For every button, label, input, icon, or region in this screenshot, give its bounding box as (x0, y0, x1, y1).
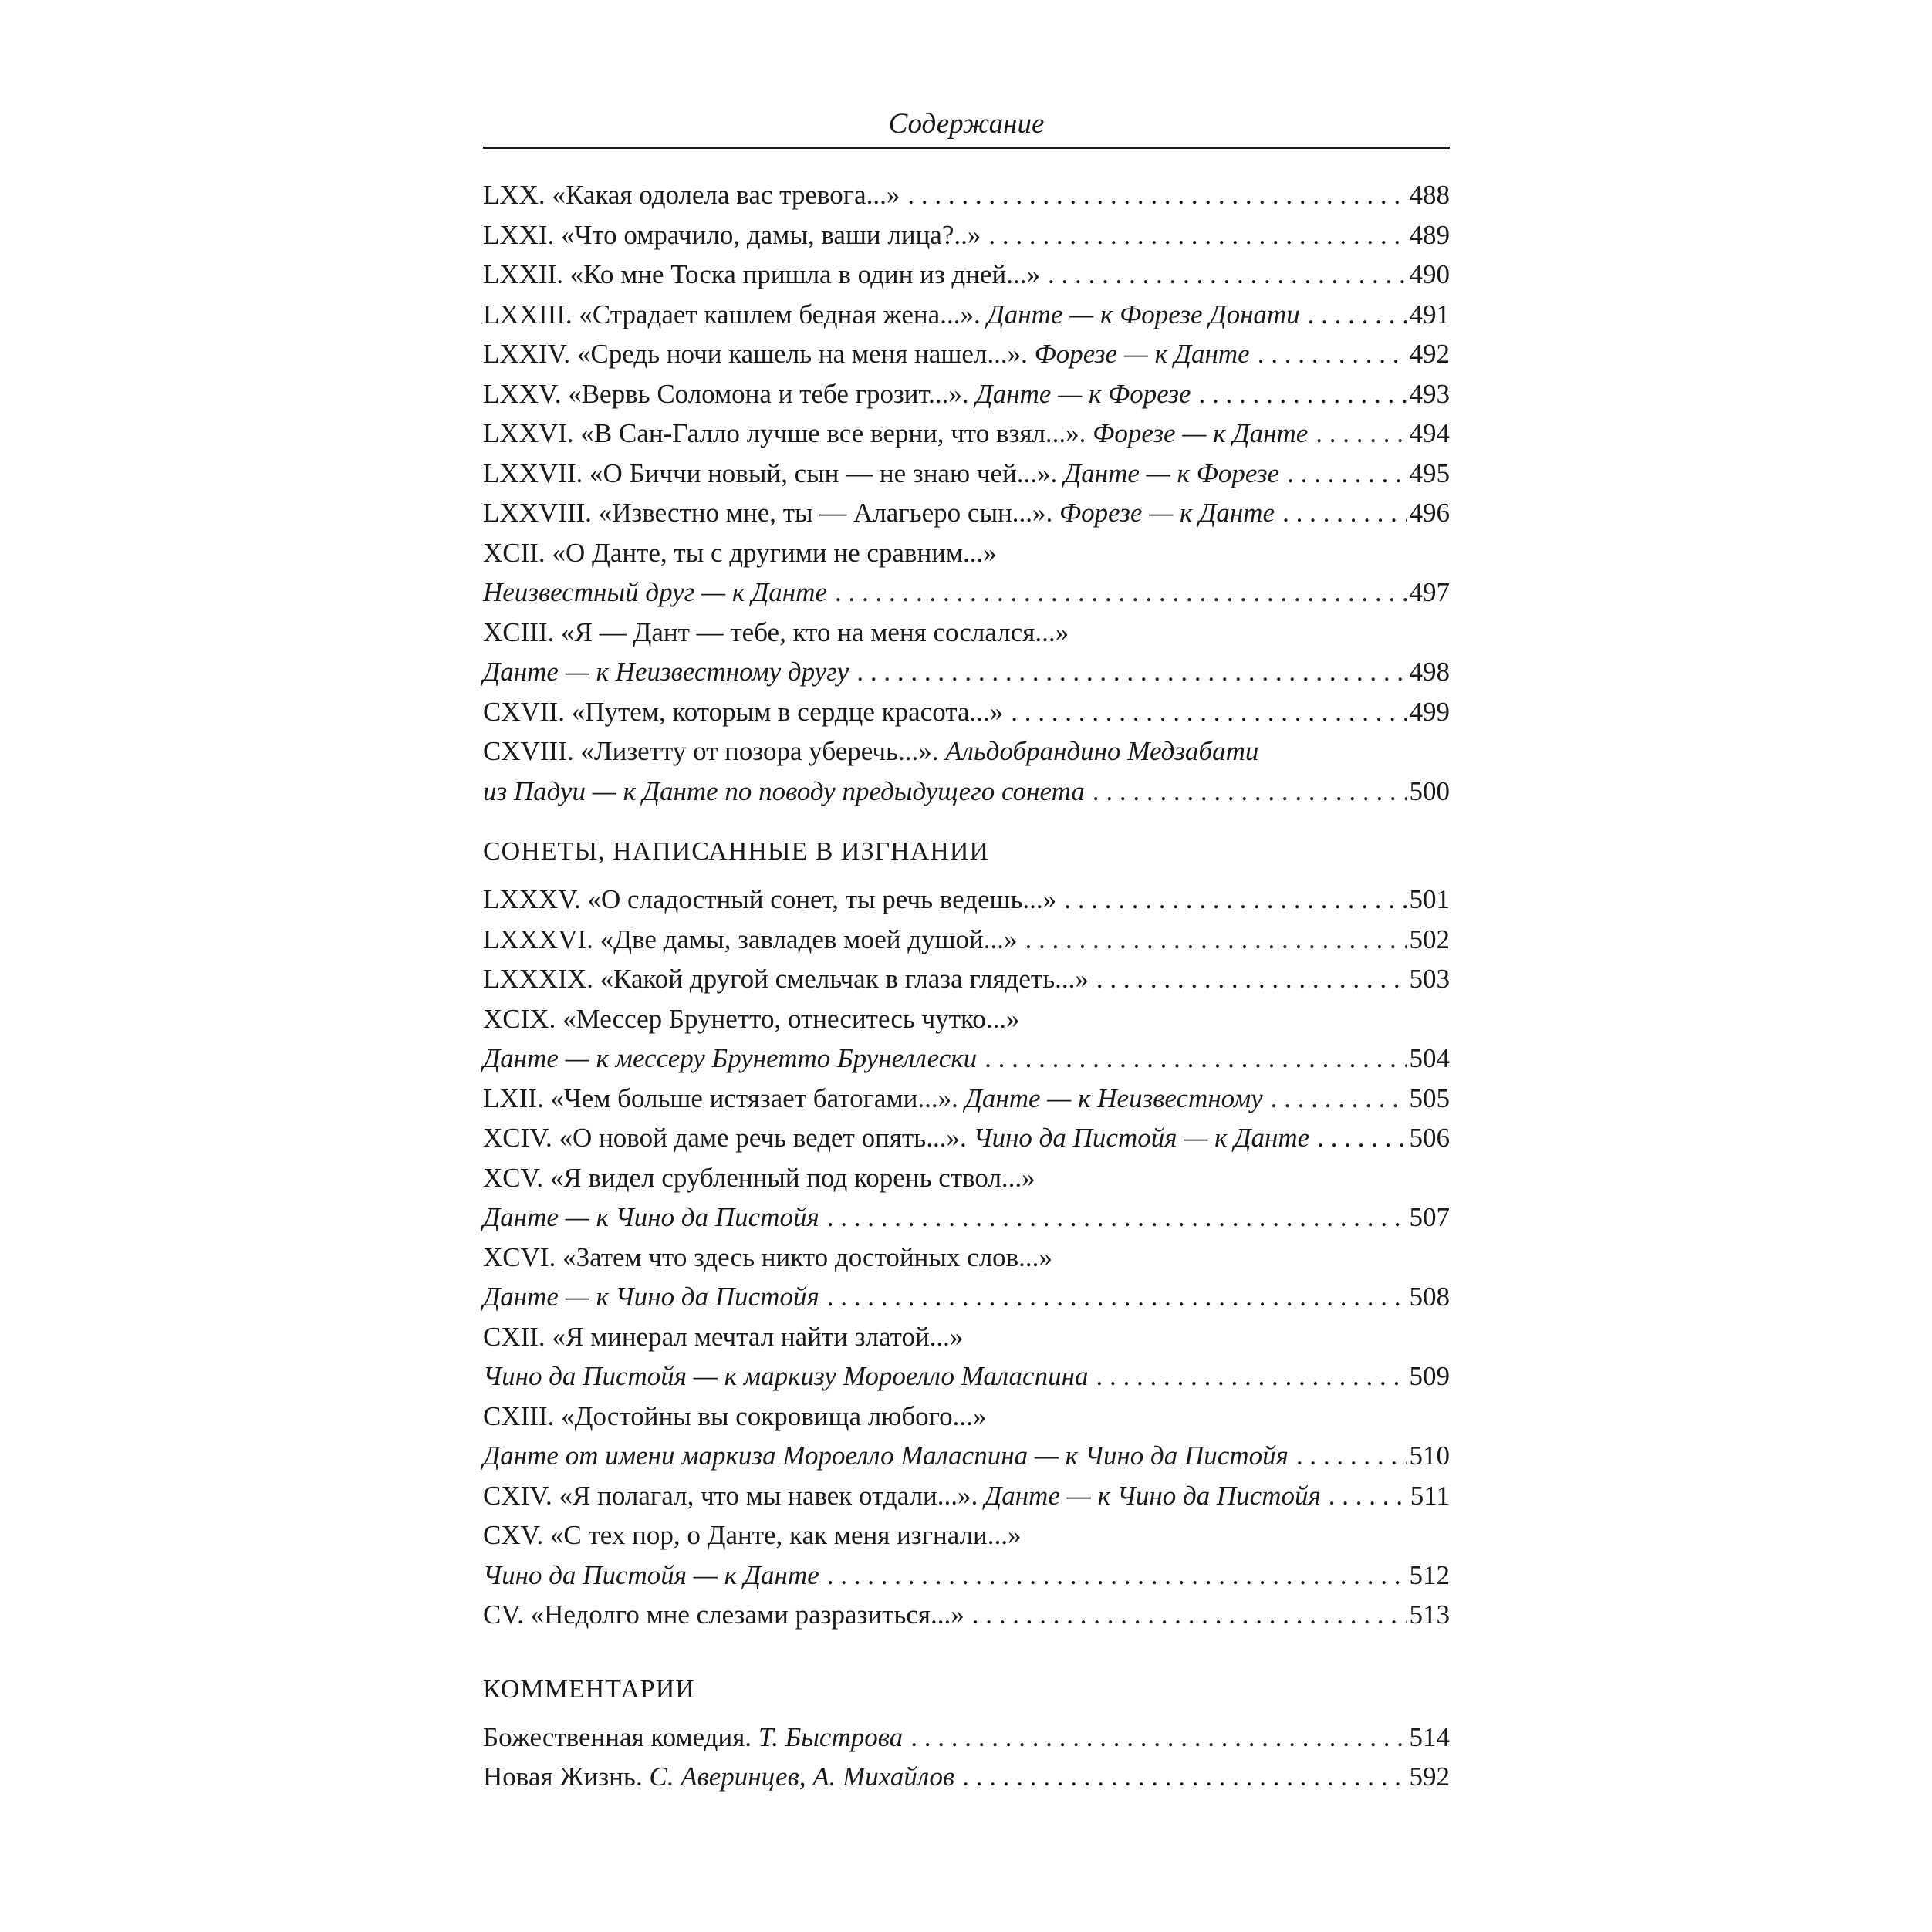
entry-row (483, 1118, 1450, 1158)
entry-number: CXVII. (483, 696, 565, 727)
dot-leader (1199, 374, 1407, 414)
page-number: 505 (1409, 1083, 1450, 1113)
entry-line (483, 533, 1450, 573)
entry-title: «Я — Дант — тебе, кто на меня сослался...» (561, 616, 1069, 647)
entry-number: LXXXV. (483, 884, 581, 914)
dot-leader (1096, 1356, 1406, 1397)
dot-leader (1064, 880, 1406, 920)
toc-page (483, 104, 1450, 1797)
page-number: 496 (1409, 498, 1450, 528)
toc-entry[interactable] (483, 493, 1450, 533)
entry-attribution: Чино да Пистойя — к Данте (483, 1559, 819, 1590)
toc-entry[interactable] (483, 255, 1450, 295)
entry-title: «Чем больше истязает батогами...». (550, 1083, 958, 1113)
section-heading-commentary: КОММЕНТАРИИ (483, 1674, 695, 1704)
page-number: 503 (1409, 964, 1450, 994)
entry-title: «Недолго мне слезами разразиться...» (530, 1599, 964, 1630)
entry-number: LXXVIII. (483, 498, 592, 528)
entry-row (483, 1356, 1450, 1397)
page-number: 498 (1409, 657, 1450, 687)
entry-number: XCV. (483, 1162, 544, 1193)
entry-attribution: Альдобрандино Медзабати (945, 736, 1259, 766)
entry-title: «Страдает кашлем бедная жена...». (579, 299, 981, 329)
entry-row (483, 1718, 1450, 1758)
entry-title: Божественная комедия. (483, 1721, 752, 1752)
page-number: 488 (1409, 180, 1450, 210)
entry-attribution: Данте — к Неизвестному другу (483, 657, 849, 687)
toc-entry[interactable] (483, 1718, 1450, 1758)
entry-title: «Я видел срубленный под корень ствол...» (549, 1162, 1035, 1193)
toc-entry[interactable] (483, 1118, 1450, 1158)
entry-text (483, 1118, 1309, 1158)
entry-number: LXXIV. (483, 339, 571, 369)
page-number: 512 (1409, 1559, 1450, 1590)
entry-title: «Две дамы, завладев моей душой...» (600, 924, 1018, 954)
entry-text (483, 1757, 954, 1797)
entry-text (483, 652, 849, 692)
entry-attribution: Форезе — к Данте (1093, 418, 1309, 448)
dot-leader (1287, 454, 1406, 494)
entry-attribution: Данте — к Форезе (1063, 458, 1280, 488)
entry-number: LXXVI. (483, 418, 574, 448)
entry-row (483, 880, 1450, 920)
entry-row (483, 573, 1450, 613)
page-number: 489 (1409, 219, 1450, 250)
entry-line (483, 1158, 1450, 1198)
entry-number: XCVI. (483, 1241, 556, 1272)
dot-leader (1011, 692, 1406, 732)
entry-row (483, 1555, 1450, 1596)
toc-group-3 (483, 1718, 1450, 1797)
entry-row (483, 920, 1450, 960)
dot-leader (835, 573, 1407, 613)
entry-text (483, 1555, 819, 1596)
entry-text (483, 1436, 1289, 1476)
page-number: 493 (1409, 378, 1450, 409)
dot-leader (1317, 1118, 1406, 1158)
toc-entry[interactable] (483, 920, 1450, 960)
entry-title: «С тех пор, о Данте, как меня изгнали...» (549, 1520, 1022, 1550)
entry-text (483, 1476, 1321, 1516)
toc-entry[interactable] (483, 692, 1450, 732)
entry-text (483, 414, 1308, 454)
entry-text (483, 772, 1085, 812)
entry-row (483, 1436, 1450, 1476)
toc-entry[interactable] (483, 454, 1450, 494)
entry-text (483, 493, 1275, 533)
entry-row (483, 1476, 1450, 1516)
entry-row (483, 454, 1450, 494)
entry-text (483, 573, 827, 613)
entry-title: «Достойны вы сокровища любого...» (561, 1400, 987, 1431)
entry-attribution: Форезе — к Данте (1034, 339, 1250, 369)
entry-title: «О Биччи новый, сын — не знаю чей...». (589, 458, 1058, 488)
toc-group-1 (483, 175, 1450, 811)
entry-title: «Известно мне, ты — Алагьеро сын...». (598, 498, 1053, 528)
page-number: 509 (1409, 1361, 1450, 1391)
entry-title: Новая Жизнь. (483, 1761, 643, 1792)
entry-attribution: Данте — к Чино да Пистойя (483, 1202, 819, 1232)
entry-number: LXXIII. (483, 299, 573, 329)
entry-text (483, 374, 1191, 414)
entry-row (483, 215, 1450, 255)
entry-number: LXII. (483, 1083, 544, 1113)
entry-attribution: Неизвестный друг — к Данте (483, 577, 827, 607)
page-number: 511 (1410, 1480, 1450, 1511)
entry-number: XCII. (483, 537, 545, 568)
toc-entry[interactable] (483, 1757, 1450, 1797)
dot-leader (1096, 959, 1407, 999)
entry-attribution: Чино да Пистойя — к маркизу Мороелло Маласпина (483, 1361, 1089, 1391)
toc-entry[interactable] (483, 999, 1450, 1079)
entry-attribution: Данте — к Чино да Пистойя (483, 1282, 819, 1312)
entry-number: LXXVII. (483, 458, 583, 488)
entry-line (483, 1515, 1450, 1555)
entry-title: «О Данте, ты с другими не сравним...» (552, 537, 997, 568)
entry-line (483, 999, 1450, 1039)
entry-text (483, 215, 981, 255)
page-number: 494 (1409, 418, 1450, 448)
entry-row (483, 959, 1450, 999)
entry-row (483, 334, 1450, 374)
entry-title: «О новой даме речь ведет опять...». (559, 1123, 967, 1153)
toc-entry[interactable] (483, 1515, 1450, 1595)
toc-entry[interactable] (483, 880, 1450, 920)
entry-line (483, 613, 1450, 653)
dot-leader (1271, 1079, 1407, 1119)
section-heading-exile: СОНЕТЫ, НАПИСАННЫЕ В ИЗГНАНИИ (483, 837, 989, 866)
entry-title: «Средь ночи кашель на меня нашел...». (576, 339, 1028, 369)
page-number: 491 (1409, 299, 1450, 329)
toc-entry[interactable] (483, 959, 1450, 999)
entry-row (483, 692, 1450, 732)
page-number: 502 (1409, 924, 1450, 954)
entry-attribution: Данте — к Форезе Донати (987, 299, 1300, 329)
dot-leader (1282, 493, 1406, 533)
toc-entry[interactable] (483, 1595, 1450, 1635)
entry-text (483, 1277, 819, 1317)
entry-text (483, 1356, 1088, 1397)
entry-title: «Путем, которым в сердце красота...» (571, 696, 1004, 727)
entry-number: CXIII. (483, 1400, 555, 1431)
entry-number: CXV. (483, 1520, 544, 1550)
dot-leader (827, 1277, 1407, 1317)
entry-number: XCIII. (483, 616, 555, 647)
entry-text (483, 1079, 1263, 1119)
page-number: 492 (1409, 339, 1450, 369)
toc-entry[interactable] (483, 1397, 1450, 1476)
entry-row (483, 1039, 1450, 1079)
entry-title: «Какой другой смельчак в глаза глядеть...» (600, 964, 1089, 994)
entry-row (483, 772, 1450, 812)
entry-text (483, 1197, 819, 1238)
entry-attribution: Данте — к мессеру Брунетто Брунеллески (483, 1043, 978, 1073)
entry-title: «О сладостный сонет, ты речь ведешь...» (587, 884, 1057, 914)
dot-leader (988, 215, 1406, 255)
entry-number: XCIV. (483, 1123, 552, 1153)
page-number: 499 (1409, 696, 1450, 727)
entry-text (483, 880, 1056, 920)
entry-number: LXXXIX. (483, 964, 593, 994)
dot-leader (962, 1757, 1406, 1797)
toc-entry[interactable] (483, 334, 1450, 374)
toc-entry[interactable] (483, 175, 1450, 215)
toc-entry[interactable] (483, 533, 1450, 613)
dot-leader (827, 1197, 1407, 1238)
entry-row (483, 652, 1450, 692)
entry-text (483, 1595, 964, 1635)
dot-leader (1258, 334, 1407, 374)
entry-text (483, 334, 1250, 374)
entry-number: LXXV. (483, 378, 562, 409)
entry-number: LXX. (483, 180, 545, 210)
entry-attribution: Данте — к Неизвестному (964, 1083, 1263, 1113)
page-number: 504 (1409, 1043, 1450, 1073)
entry-title: «Я минерал мечтал найти златой...» (552, 1321, 964, 1352)
toc-entry[interactable] (483, 731, 1450, 811)
page-number: 497 (1409, 577, 1450, 607)
entry-number: LXXXVI. (483, 924, 593, 954)
page-number: 507 (1409, 1202, 1450, 1232)
entry-number: CV. (483, 1599, 524, 1630)
entry-title: «Мессер Брунетто, отнеситесь чутко...» (562, 1003, 1020, 1034)
entry-attribution: из Падуи — к Данте по поводу предыдущего сонета (483, 775, 1085, 806)
entry-title: «Какая одолела вас тревога...» (552, 180, 900, 210)
entry-title: «В Сан-Галло лучше все верни, что взял...». (580, 418, 1086, 448)
entry-number: CXIV. (483, 1480, 552, 1511)
dot-leader (910, 1718, 1406, 1758)
entry-text (483, 255, 1040, 295)
toc-entry[interactable] (483, 374, 1450, 414)
running-header: Содержание (888, 108, 1045, 140)
entry-row (483, 255, 1450, 295)
entry-row (483, 414, 1450, 454)
entry-title: «Вервь Соломона и тебе грозит...». (568, 378, 969, 409)
page-number: 592 (1409, 1761, 1450, 1792)
dot-leader (907, 175, 1406, 215)
dot-leader (827, 1555, 1407, 1596)
entry-number: XCIX. (483, 1003, 556, 1034)
dot-leader (1093, 772, 1407, 812)
entry-text (483, 295, 1300, 335)
toc-entry[interactable] (483, 1158, 1450, 1238)
entry-attribution: Форезе — к Данте (1059, 498, 1275, 528)
entry-row (483, 1757, 1450, 1797)
entry-row (483, 295, 1450, 335)
dot-leader (972, 1595, 1407, 1635)
entry-attribution: Чино да Пистойя — к Данте (973, 1123, 1310, 1153)
dot-leader (856, 652, 1406, 692)
entry-title: «Лизетту от позора уберечь...». (580, 736, 939, 766)
page-number: 514 (1409, 1721, 1450, 1752)
entry-attribution: С. Аверинцев, А. Михайлов (649, 1761, 955, 1792)
header-rule (483, 147, 1450, 149)
toc-entry[interactable] (483, 1238, 1450, 1317)
entry-row (483, 493, 1450, 533)
entry-row (483, 175, 1450, 215)
entry-number: LXXI. (483, 219, 555, 250)
entry-text (483, 920, 1018, 960)
toc-entry[interactable] (483, 1476, 1450, 1516)
entry-title: «Я полагал, что мы навек отдали...». (559, 1480, 978, 1511)
entry-text (483, 175, 900, 215)
entry-text (483, 692, 1003, 732)
entry-title: «Ко мне Тоска пришла в один из дней...» (569, 259, 1040, 289)
page-number: 510 (1409, 1441, 1450, 1471)
toc-entry[interactable] (483, 613, 1450, 692)
entry-number: CXII. (483, 1321, 545, 1352)
page-number: 501 (1409, 884, 1450, 914)
entry-row (483, 374, 1450, 414)
entry-line (483, 731, 1450, 772)
dot-leader (1048, 255, 1407, 295)
entry-text (483, 454, 1279, 494)
entry-line (483, 1317, 1450, 1357)
page-number: 495 (1409, 458, 1450, 488)
dot-leader (1025, 920, 1407, 960)
entry-attribution: Т. Быстрова (758, 1721, 904, 1752)
toc-entry[interactable] (483, 414, 1450, 454)
toc-entry[interactable] (483, 1079, 1450, 1119)
entry-line (483, 1238, 1450, 1278)
page-number: 500 (1409, 775, 1450, 806)
toc-entry[interactable] (483, 295, 1450, 335)
entry-title: «Затем что здесь никто достойных слов...» (562, 1241, 1052, 1272)
entry-attribution: Данте от имени маркиза Мороелло Маласпина — к Чино да Пистойя (483, 1441, 1289, 1471)
dot-leader (1316, 414, 1406, 454)
entry-number: CXVIII. (483, 736, 574, 766)
page-number: 490 (1409, 259, 1450, 289)
entry-text (483, 1718, 903, 1758)
entry-text (483, 959, 1089, 999)
dot-leader (1329, 1476, 1407, 1516)
entry-attribution: Данте — к Форезе (975, 378, 1191, 409)
dot-leader (1296, 1436, 1407, 1476)
entry-row (483, 1197, 1450, 1238)
page-number: 513 (1409, 1599, 1450, 1630)
toc-entry[interactable] (483, 1317, 1450, 1397)
toc-entry[interactable] (483, 215, 1450, 255)
entry-row (483, 1079, 1450, 1119)
dot-leader (985, 1039, 1406, 1079)
page-number: 506 (1409, 1123, 1450, 1153)
entry-row (483, 1595, 1450, 1635)
entry-text (483, 1039, 977, 1079)
entry-number: LXXII. (483, 259, 563, 289)
entry-row (483, 1277, 1450, 1317)
page-number: 508 (1409, 1282, 1450, 1312)
toc-group-2 (483, 880, 1450, 1635)
entry-title: «Что омрачило, дамы, ваши лица?..» (561, 219, 981, 250)
dot-leader (1308, 295, 1407, 335)
entry-line (483, 1397, 1450, 1437)
entry-attribution: Данте — к Чино да Пистойя (985, 1480, 1321, 1511)
